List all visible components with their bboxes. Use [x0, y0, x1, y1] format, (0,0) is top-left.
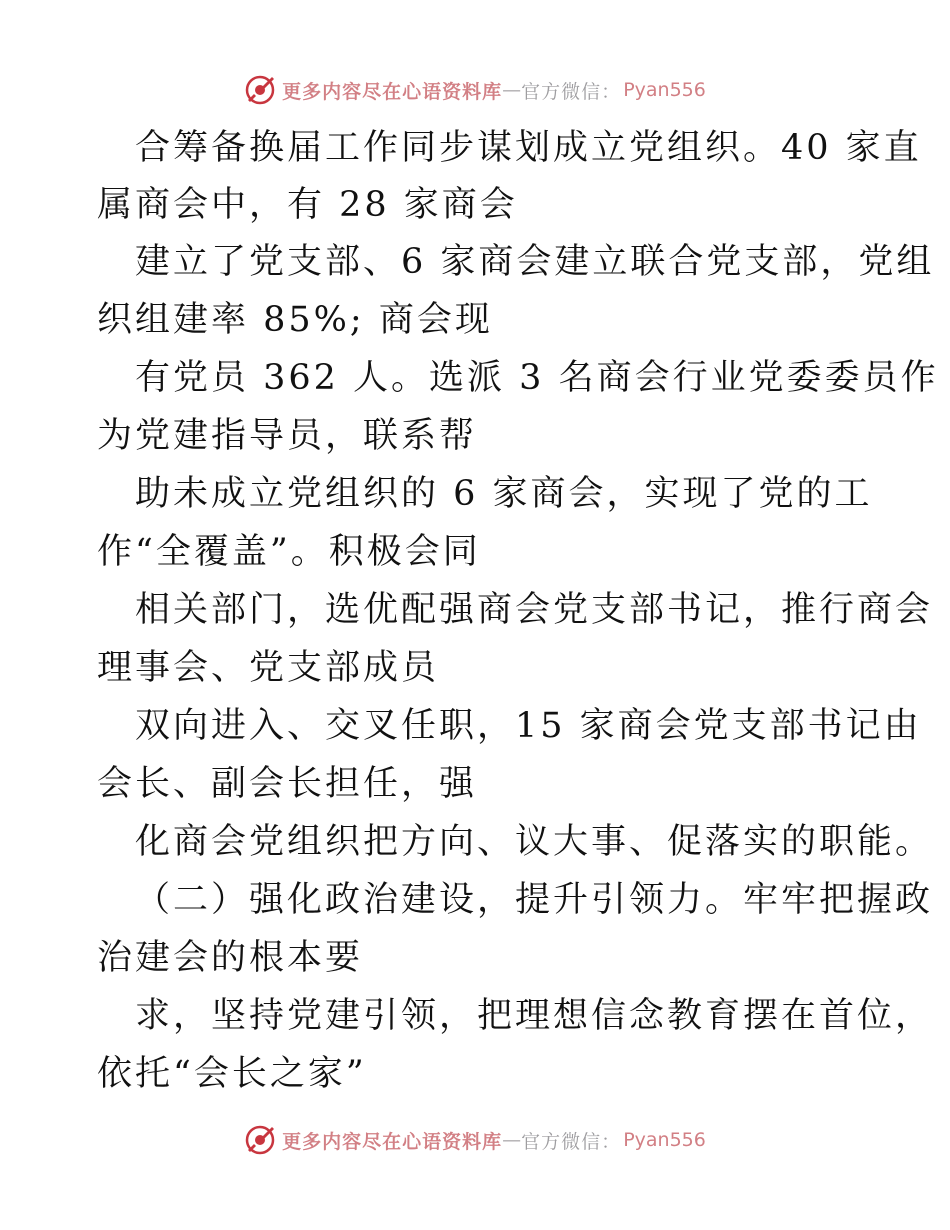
body-line: 会长、副会长担任，强 — [97, 764, 478, 804]
body-line: 属商会中，有 28 家商会 — [97, 185, 518, 225]
banner-tagline: 更多内容尽在心语资料库 — [282, 1130, 503, 1153]
body-line: 理事会、党支部成员 — [97, 648, 440, 688]
banner-wechat-id: Pyan556 — [623, 79, 706, 101]
banner-official-label: 官方微信： — [521, 80, 622, 103]
body-line: 双向进入、交叉任职，15 家商会党支部书记由 — [135, 706, 922, 746]
body-line: 助未成立党组织的 6 家商会，实现了党的工 — [135, 474, 873, 514]
body-line: 合筹备换届工作同步谋划成立党组织。40 家直 — [135, 128, 922, 168]
banner-separator: — — [502, 1129, 522, 1151]
body-line: 建立了党支部、6 家商会建立联合党支部，党组 — [135, 242, 935, 282]
body-line: （二）强化政治建设，提升引领力。牢牢把握政 — [135, 880, 934, 920]
banner-separator: — — [502, 79, 522, 101]
body-line: 织组建率 85%; 商会现 — [97, 300, 493, 340]
body-line: 依托“会长之家” — [97, 1054, 367, 1094]
body-line: 作“全覆盖”。积极会同 — [97, 532, 481, 572]
body-line: 化商会党组织把方向、议大事、促落实的职能。 — [135, 822, 934, 862]
body-line: 为党建指导员，联系帮 — [97, 416, 478, 456]
banner-wechat-id: Pyan556 — [623, 1129, 706, 1151]
body-line: 有党员 362 人。选派 3 名商会行业党委委员作 — [135, 358, 939, 398]
footer-banner — [0, 1122, 950, 1158]
body-line: 相关部门，选优配强商会党支部书记，推行商会 — [135, 590, 934, 630]
pen-nib-logo-icon — [244, 1124, 276, 1156]
banner-tagline: 更多内容尽在心语资料库 — [282, 80, 503, 103]
banner-official-label: 官方微信： — [521, 1130, 622, 1153]
body-line: 治建会的根本要 — [97, 938, 364, 978]
body-line: 求，坚持党建引领，把理想信念教育摆在首位， — [135, 996, 934, 1036]
